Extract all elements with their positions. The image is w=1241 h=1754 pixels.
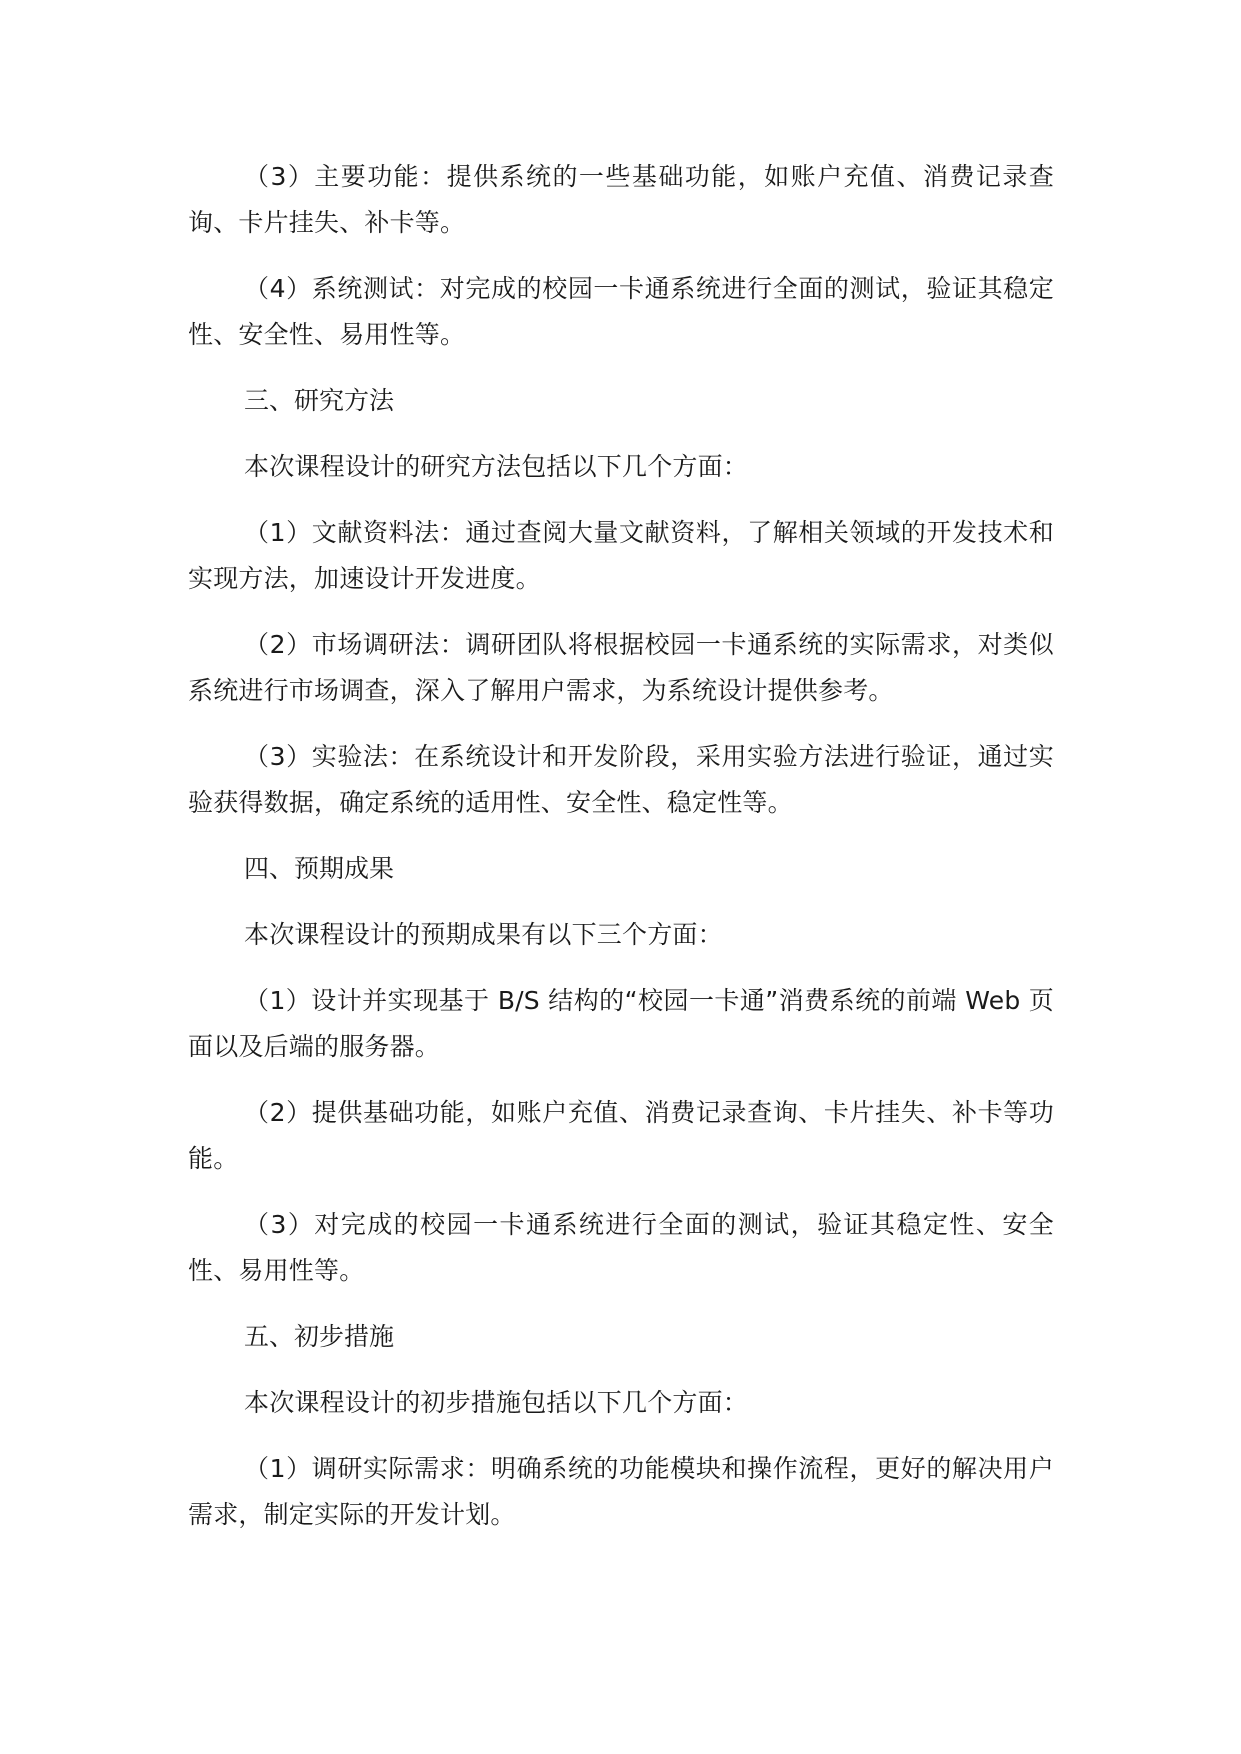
section-heading-research-methods: 三、研究方法 bbox=[244, 386, 395, 415]
paragraph-measures-intro: 本次课程设计的初步措施包括以下几个方面： bbox=[244, 1388, 749, 1417]
paragraph-literature-method: （1）文献资料法：通过查阅大量文献资料，了解相关领域的开发技术和实现方法，加速设计开发进度。 bbox=[188, 518, 1054, 593]
paragraph-main-functions: （3）主要功能：提供系统的一些基础功能，如账户充值、消费记录查询、卡片挂失、补卡等。 bbox=[188, 162, 1054, 237]
paragraph-experiment-method: （3）实验法：在系统设计和开发阶段，采用实验方法进行验证，通过实验获得数据，确定系统的适用性、安全性、稳定性等。 bbox=[188, 742, 1054, 817]
paragraph-system-testing: （4）系统测试：对完成的校园一卡通系统进行全面的测试，验证其稳定性、安全性、易用性等。 bbox=[188, 274, 1054, 349]
paragraph-result-1: （1）设计并实现基于 B/S 结构的“校园一卡通”消费系统的前端 Web 页面以及后端的服务器。 bbox=[188, 986, 1054, 1061]
paragraph-research-methods-intro: 本次课程设计的研究方法包括以下几个方面： bbox=[244, 452, 749, 481]
paragraph-result-2: （2）提供基础功能，如账户充值、消费记录查询、卡片挂失、补卡等功能。 bbox=[188, 1098, 1054, 1173]
section-heading-expected-results: 四、预期成果 bbox=[244, 854, 395, 883]
section-heading-preliminary-measures: 五、初步措施 bbox=[244, 1322, 395, 1351]
paragraph-measure-1: （1）调研实际需求：明确系统的功能模块和操作流程，更好的解决用户需求，制定实际的开发计划。 bbox=[188, 1454, 1054, 1529]
paragraph-result-3: （3）对完成的校园一卡通系统进行全面的测试，验证其稳定性、安全性、易用性等。 bbox=[188, 1210, 1054, 1285]
paragraph-expected-results-intro: 本次课程设计的预期成果有以下三个方面： bbox=[244, 920, 723, 949]
document-body bbox=[188, 154, 1054, 1558]
paragraph-market-research-method: （2）市场调研法：调研团队将根据校园一卡通系统的实际需求，对类似系统进行市场调查，深入了解用户需求，为系统设计提供参考。 bbox=[188, 630, 1054, 705]
